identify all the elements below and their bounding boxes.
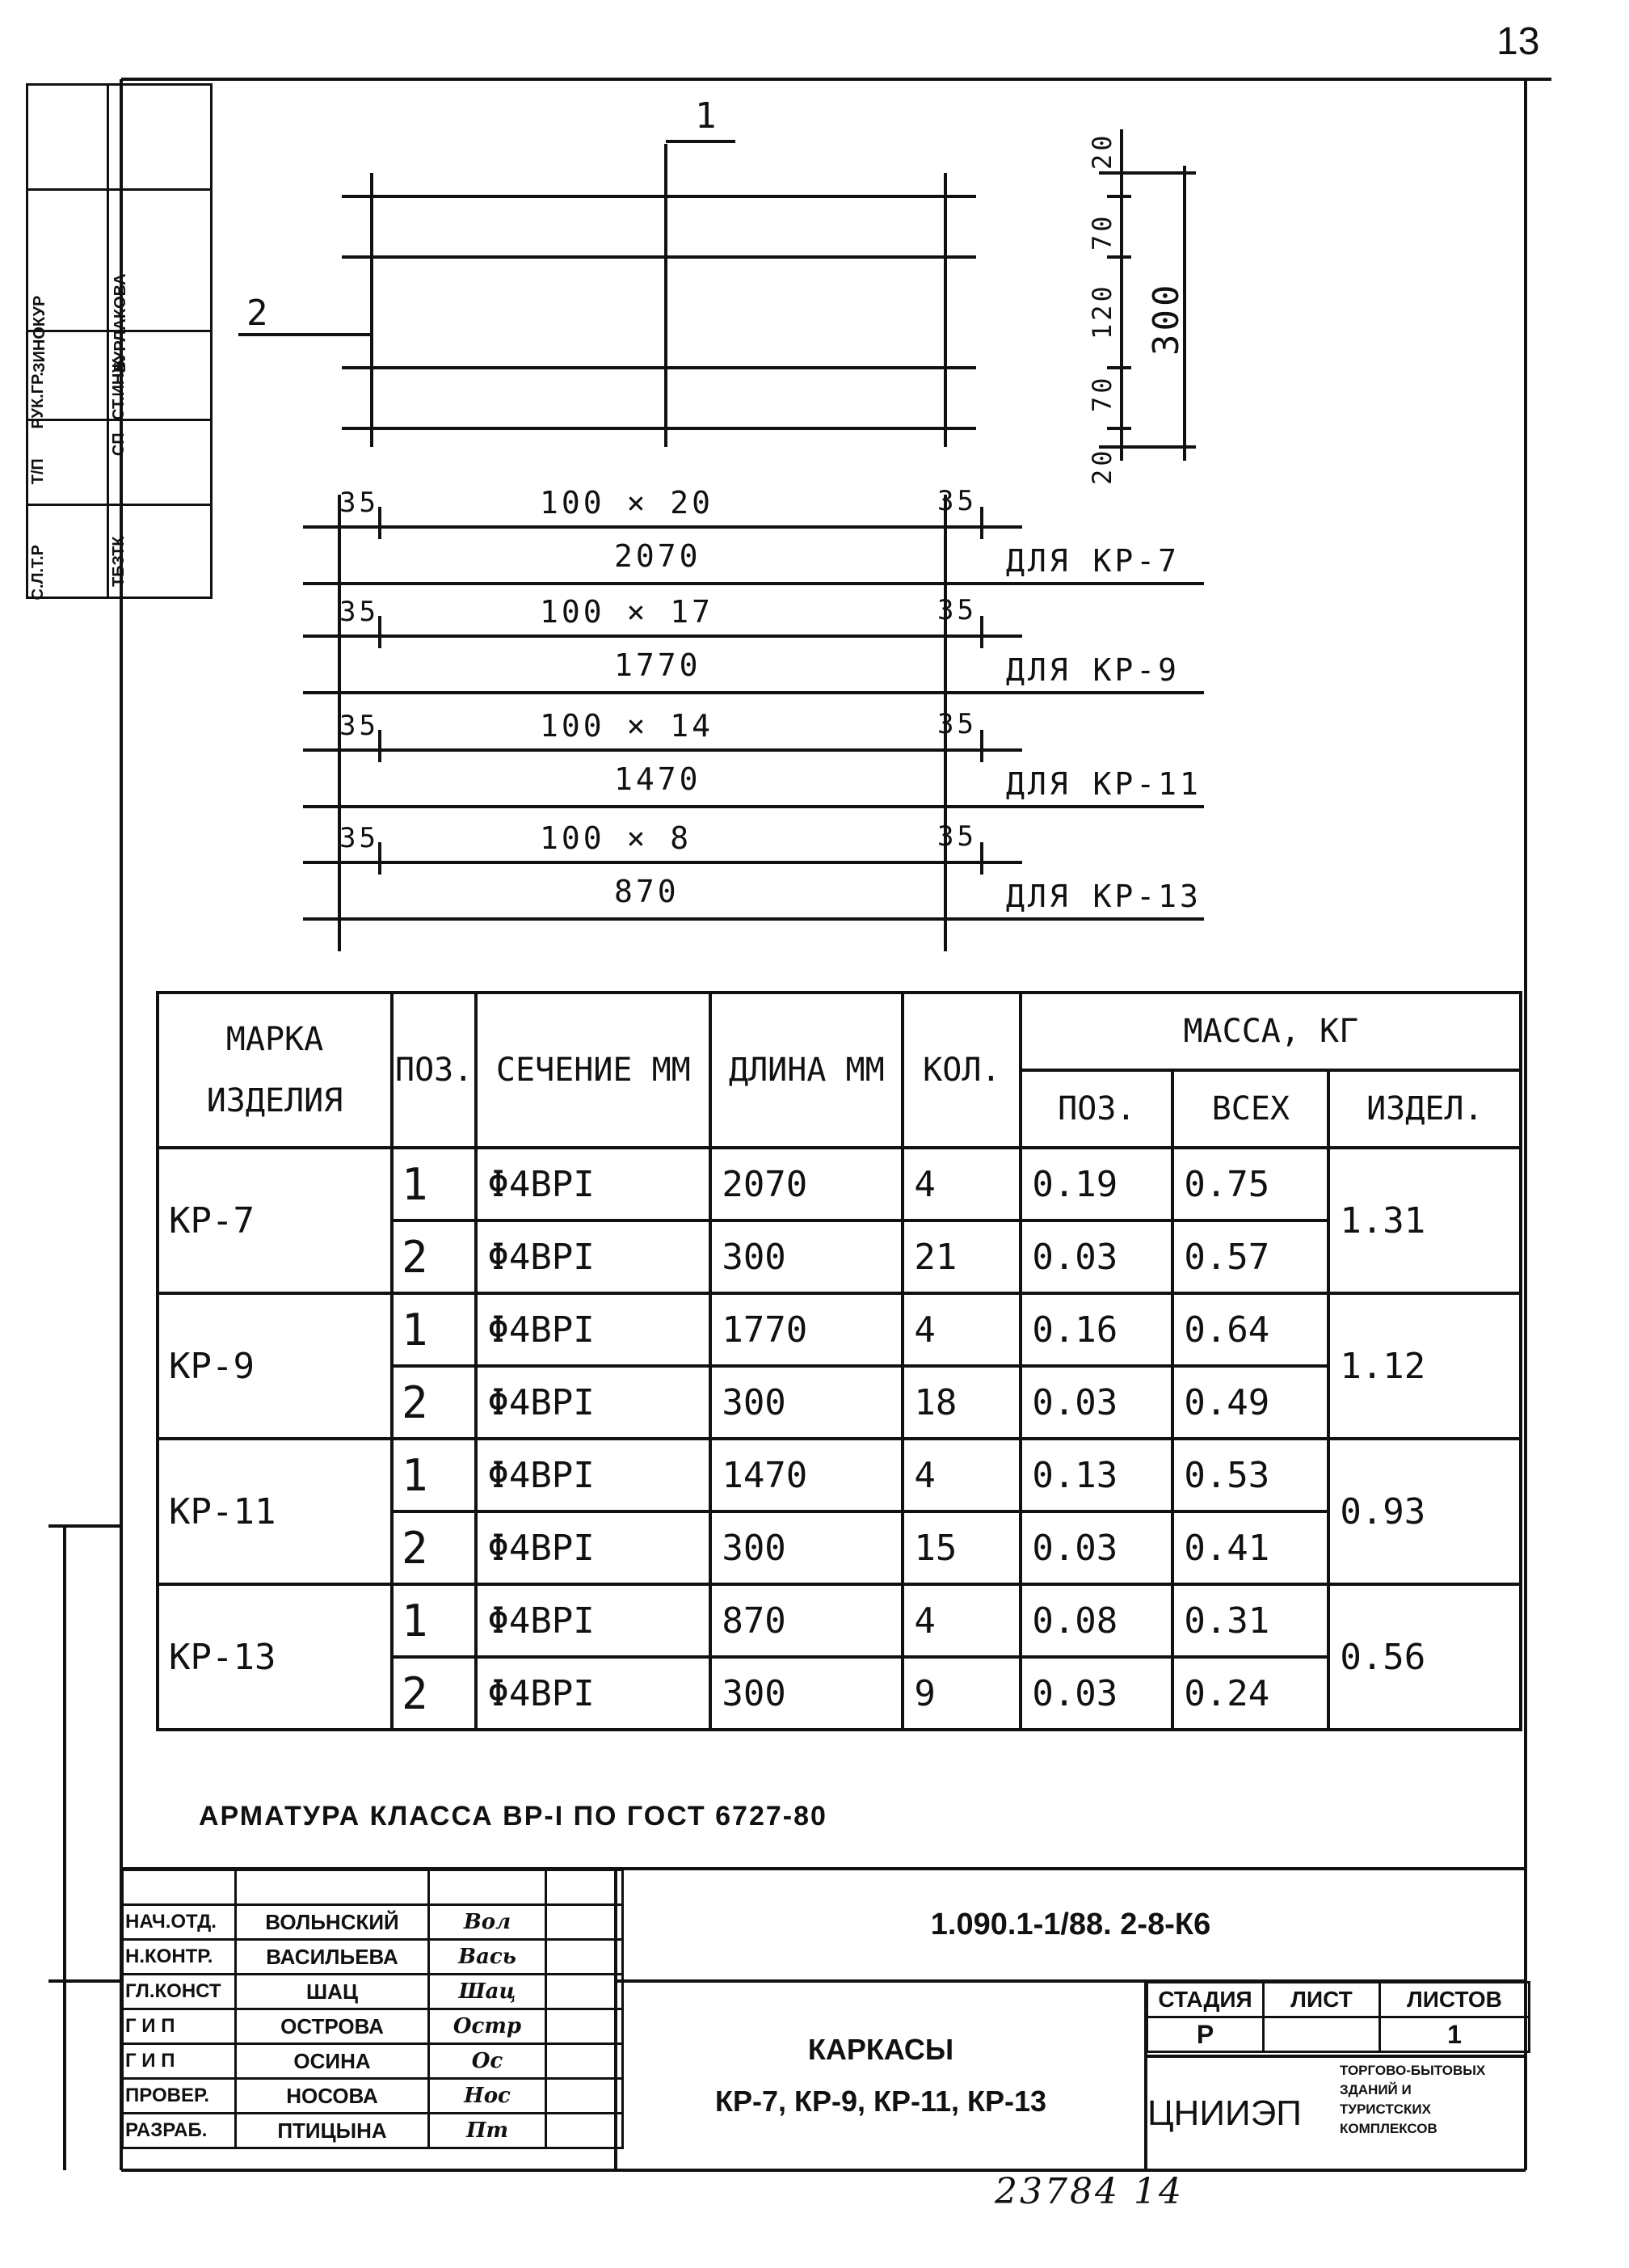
signer-name: ВОЛЬНСКИЙ (236, 1905, 429, 1940)
cell-length: 1770 (710, 1293, 903, 1366)
cell-pos: 1 (392, 1148, 476, 1220)
vdim: 20 (1087, 132, 1118, 170)
signature: Нос (429, 2079, 546, 2114)
header-length: ДЛИНА ММ (710, 993, 903, 1148)
dim-spacing: 100 × 17 (540, 594, 714, 630)
cell-pos: 2 (392, 1366, 476, 1439)
signer-role: Г И П (123, 2044, 236, 2079)
cell-mass-pos: 0.13 (1021, 1439, 1172, 1511)
stamp-role: ЗИНОКУР (31, 295, 48, 373)
stamp-role: С.Л.Т.Р (29, 544, 47, 601)
signer-name: НОСОВА (236, 2079, 429, 2114)
cell-length: 300 (710, 1366, 903, 1439)
signer-name: ШАЦ (236, 1975, 429, 2009)
signature: Вась (429, 1940, 546, 1975)
cell-section: Φ4ВРI (476, 1657, 710, 1730)
header-qty: КОЛ. (903, 993, 1021, 1148)
cell-mark: КР-7 (158, 1148, 392, 1293)
document-code: 1.090.1-1/88. 2-8-К6 (930, 1908, 1211, 1941)
cell-mass-pos: 0.16 (1021, 1293, 1172, 1366)
dim-right-offset: 35 (937, 708, 977, 740)
dim-length: 2070 (614, 538, 701, 574)
dim-left-offset: 35 (339, 822, 379, 854)
page-number: 13 (1496, 20, 1540, 63)
cell-qty: 4 (903, 1584, 1021, 1657)
header-mass: МАССА, КГ (1021, 993, 1521, 1070)
dim-spacing: 100 × 20 (540, 485, 714, 521)
stamp-role: РУК.ГР. (29, 372, 47, 429)
dim-spacing: 100 × 8 (540, 820, 692, 856)
cell-mass-item: 1.12 (1328, 1293, 1521, 1439)
cell-mass-pos: 0.08 (1021, 1584, 1172, 1657)
cell-mass-all: 0.49 (1172, 1366, 1328, 1439)
signer-name: ВАСИЛЬЕВА (236, 1940, 429, 1975)
cell-pos: 1 (392, 1439, 476, 1511)
dim-applies-to: ДЛЯ КР-7 (1006, 543, 1181, 579)
cell-qty: 4 (903, 1148, 1021, 1220)
stamp-name: СТ.ИНЖ (110, 358, 128, 420)
cell-mass-all: 0.57 (1172, 1220, 1328, 1293)
cell-qty: 9 (903, 1657, 1021, 1730)
dim-spacing: 100 × 14 (540, 708, 714, 744)
cell-mass-all: 0.41 (1172, 1511, 1328, 1584)
vdim: 70 (1087, 213, 1118, 251)
cell-mass-all: 0.24 (1172, 1657, 1328, 1730)
cell-qty: 4 (903, 1439, 1021, 1511)
dim-left-offset: 35 (339, 487, 379, 519)
signer-role: ПРОВЕР. (123, 2079, 236, 2114)
cell-mass-pos: 0.03 (1021, 1220, 1172, 1293)
signer-role: Н.КОНТР. (123, 1940, 236, 1975)
vdim: 70 (1087, 374, 1118, 412)
dim-left-offset: 35 (339, 596, 379, 628)
signer-role: ГЛ.КОНСТ (123, 1975, 236, 2009)
cell-mass-pos: 0.19 (1021, 1148, 1172, 1220)
cell-length: 300 (710, 1511, 903, 1584)
header-mass-all: ВСЕХ (1172, 1070, 1328, 1148)
cell-mass-pos: 0.03 (1021, 1657, 1172, 1730)
header-mass-pos: ПОЗ. (1021, 1070, 1172, 1148)
dim-right-offset: 35 (937, 485, 977, 517)
header-section: СЕЧЕНИЕ ММ (476, 993, 710, 1148)
cell-qty: 18 (903, 1366, 1021, 1439)
cell-mass-item: 0.56 (1328, 1584, 1521, 1730)
position-2-label: 2 (246, 293, 272, 334)
cell-length: 870 (710, 1584, 903, 1657)
cell-length: 2070 (710, 1148, 903, 1220)
dim-length: 1470 (614, 761, 701, 797)
cell-mark: КР-13 (158, 1584, 392, 1730)
position-1-label: 1 (695, 95, 720, 137)
signer-role: НАЧ.ОТД. (123, 1905, 236, 1940)
stage-value: Р (1147, 2017, 1264, 2052)
cell-pos: 1 (392, 1293, 476, 1366)
vdim: 20 (1087, 447, 1118, 485)
cell-section: Φ4ВРI (476, 1584, 710, 1657)
cell-mass-item: 0.93 (1328, 1439, 1521, 1584)
signer-name: ОСТРОВА (236, 2009, 429, 2044)
cell-mass-all: 0.53 (1172, 1439, 1328, 1511)
dim-right-offset: 35 (937, 594, 977, 626)
organization-subtitle: ТОРГОВО-БЫТОВЫХ ЗДАНИЙ И ТУРИСТСКИХ КОМПЛЕКСОВ (1340, 2063, 1486, 2136)
cell-mass-all: 0.64 (1172, 1293, 1328, 1366)
dim-applies-to: ДЛЯ КР-11 (1006, 766, 1202, 802)
cell-mark: КР-11 (158, 1439, 392, 1584)
stamp-name: ТБЗТК (110, 535, 128, 587)
total-height-dim: 300 (1146, 281, 1187, 356)
dim-applies-to: ДЛЯ КР-13 (1006, 879, 1202, 914)
stage-label: СТАДИЯ (1147, 1983, 1264, 2017)
cell-pos: 2 (392, 1657, 476, 1730)
cell-pos: 2 (392, 1511, 476, 1584)
signer-role: РАЗРАБ. (123, 2114, 236, 2148)
archive-number: 23784 14 (995, 2171, 1184, 2212)
cell-section: Φ4ВРI (476, 1293, 710, 1366)
cell-mass-pos: 0.03 (1021, 1366, 1172, 1439)
cell-pos: 1 (392, 1584, 476, 1657)
cell-qty: 21 (903, 1220, 1021, 1293)
cell-mass-pos: 0.03 (1021, 1511, 1172, 1584)
rebar-note: АРМАТУРА КЛАССА ВР-I ПО ГОСТ 6727-80 (199, 1801, 827, 1832)
organization-name: ЦНИИЭП (1147, 2093, 1302, 2133)
cell-section: Φ4ВРI (476, 1511, 710, 1584)
dim-applies-to: ДЛЯ КР-9 (1006, 652, 1181, 688)
signature: Пт (429, 2114, 546, 2148)
cell-qty: 15 (903, 1511, 1021, 1584)
sheet-label: ЛИСТ (1264, 1983, 1380, 2017)
cell-mass-item: 1.31 (1328, 1148, 1521, 1293)
header-mark: МАРКА ИЗДЕЛИЯ (158, 993, 392, 1148)
title-line-2: КР-7, КР-9, КР-11, КР-13 (714, 2085, 1047, 2118)
signer-role: Г И П (123, 2009, 236, 2044)
cell-mass-all: 0.31 (1172, 1584, 1328, 1657)
sheets-label: ЛИСТОВ (1380, 1983, 1530, 2017)
dim-left-offset: 35 (339, 710, 379, 742)
signature: Остр (429, 2009, 546, 2044)
sheets-value: 1 (1380, 2017, 1530, 2052)
signature: Ос (429, 2044, 546, 2079)
header-pos: ПОЗ. (392, 993, 476, 1148)
cell-section: Φ4ВРI (476, 1148, 710, 1220)
title-line-1: КАРКАСЫ (807, 2033, 954, 2066)
dim-length: 870 (614, 874, 680, 909)
cell-qty: 4 (903, 1293, 1021, 1366)
cell-length: 300 (710, 1657, 903, 1730)
header-mass-item: ИЗДЕЛ. (1328, 1070, 1521, 1148)
stamp-name: СП (110, 432, 128, 456)
stamp-name: БУРЛАКОВА (112, 272, 130, 373)
signature: Вол (429, 1905, 546, 1940)
cell-mass-all: 0.75 (1172, 1148, 1328, 1220)
cell-length: 1470 (710, 1439, 903, 1511)
dim-right-offset: 35 (937, 820, 977, 853)
vdim: 120 (1087, 283, 1118, 339)
signer-name: ОСИНА (236, 2044, 429, 2079)
cell-length: 300 (710, 1220, 903, 1293)
cell-section: Φ4ВРI (476, 1220, 710, 1293)
cell-section: Φ4ВРI (476, 1439, 710, 1511)
cell-section: Φ4ВРI (476, 1366, 710, 1439)
cell-pos: 2 (392, 1220, 476, 1293)
dim-length: 1770 (614, 647, 701, 683)
cell-mark: КР-9 (158, 1293, 392, 1439)
signer-name: ПТИЦЫНА (236, 2114, 429, 2148)
signature: Шац (429, 1975, 546, 2009)
stamp-role: Т/П (29, 457, 47, 484)
